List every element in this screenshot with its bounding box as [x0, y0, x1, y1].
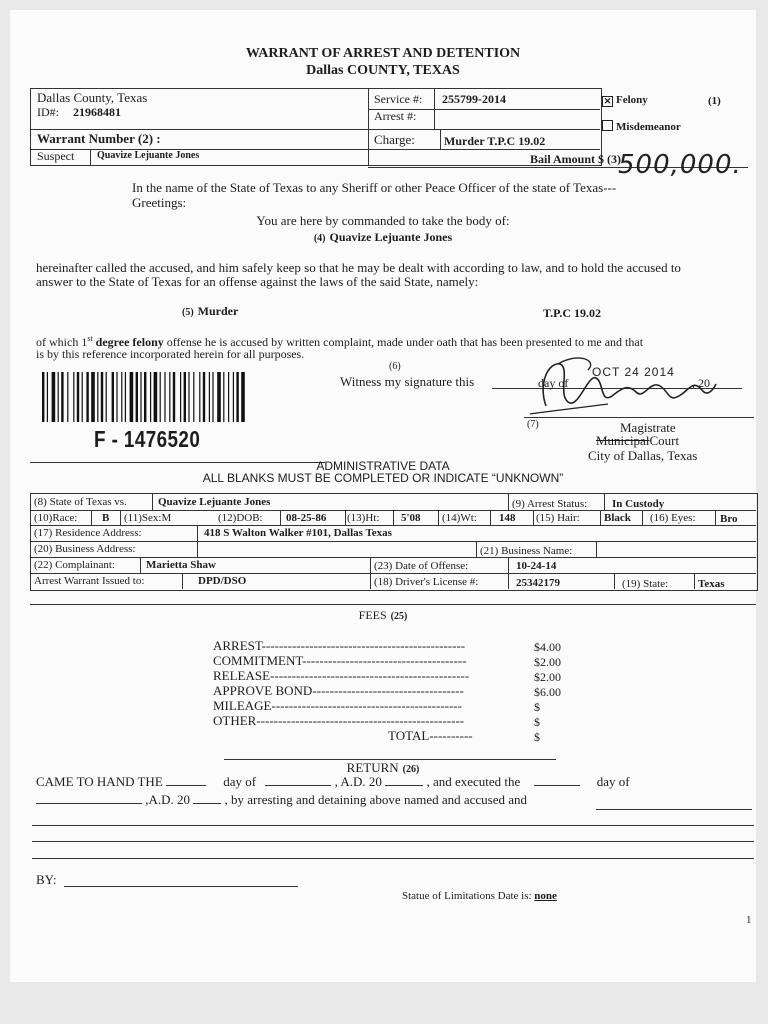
magistrate-code: (7)	[527, 419, 539, 430]
height-value: 5'08	[401, 512, 421, 524]
barcode	[40, 372, 260, 424]
county-label: Dallas County, Texas	[37, 90, 148, 105]
barcode-bar	[233, 372, 234, 422]
barcode-bar	[144, 372, 146, 422]
arrest-status-label: (9) Arrest Status:	[512, 498, 588, 510]
weight-value: 148	[499, 512, 516, 524]
eyes-value: Bro	[720, 513, 738, 525]
barcode-bar	[180, 372, 181, 422]
barcode-bar	[58, 372, 59, 422]
weight-label: (14)Wt:	[442, 512, 477, 524]
date-stamp: OCT 24 2014	[592, 365, 675, 379]
barcode-bar	[82, 372, 83, 422]
barcode-bar	[42, 372, 44, 422]
accused-line: (4) Quavize Lejuante Jones	[313, 230, 453, 244]
barcode-bar	[86, 372, 88, 422]
residence-value: 418 S Walton Walker #101, Dallas Texas	[204, 527, 392, 539]
file-number: F - 1476520	[94, 426, 201, 452]
barcode-bar	[236, 372, 238, 422]
barcode-bar	[121, 372, 122, 422]
fee-row-amount: $2.00	[534, 655, 561, 669]
arrest-number-label: Arrest #:	[374, 109, 417, 123]
drivers-license-label: (18) Driver's License #:	[374, 576, 479, 588]
return-title: RETURN (26)	[346, 760, 420, 775]
issued-to-label: Arrest Warrant Issued to:	[34, 575, 145, 587]
id-value: 21968481	[73, 105, 121, 119]
barcode-bar	[91, 372, 95, 422]
fee-row-amount: $2.00	[534, 670, 561, 684]
offense-line: (5) Murder	[182, 304, 239, 318]
offense-date-value: 10-24-14	[516, 560, 557, 572]
business-name-label: (21) Business Name:	[480, 545, 573, 557]
fees-total-label: TOTAL----------	[388, 728, 473, 743]
offense-statute: T.P.C 19.02	[543, 306, 602, 320]
paragraph-line-4: is by this reference incorporated herein for all purposes.	[36, 347, 305, 361]
fee-row-amount: $6.00	[534, 685, 561, 699]
barcode-bar	[199, 372, 200, 422]
complainant-label: (22) Complainant:	[34, 559, 115, 571]
fee-row-label: RELEASE----------------------------------------------	[213, 668, 470, 683]
barcode-bar	[169, 372, 170, 422]
race-value: B	[102, 512, 110, 524]
barcode-bar	[112, 372, 114, 422]
command-line: You are here by commanded to take the body of:	[256, 213, 510, 228]
statute-of-limitations: Statue of Limitations Date is: none	[402, 890, 557, 902]
barcode-bar	[154, 372, 158, 422]
witness-text: Witness my signature this	[340, 374, 475, 389]
barcode-bar	[97, 372, 98, 422]
greeting-line-2: Greetings:	[132, 195, 187, 210]
drivers-license-value: 25342179	[516, 577, 560, 589]
state-vs-value: Quavize Lejuante Jones	[158, 496, 271, 508]
barcode-bar	[150, 372, 151, 422]
fee-row-label: APPROVE BOND-----------------------------------	[213, 683, 464, 698]
witness-year: , 20	[692, 376, 710, 390]
suspect-label: Suspect	[37, 149, 75, 163]
barcode-bar	[73, 372, 74, 422]
issued-to-value: DPD/DSO	[198, 575, 247, 587]
magistrate-title: Magistrate	[620, 420, 676, 435]
city-line: City of Dallas, Texas	[588, 448, 698, 463]
fees-total-amount: $	[534, 730, 540, 744]
bail-handwritten-amount: 500,000.	[618, 150, 742, 180]
offense-date-label: (23) Date of Offense:	[374, 560, 469, 572]
paragraph-line-1: hereinafter called the accused, and him safely keep so that he may be dealt with according to law, and to hold the accused to	[36, 260, 681, 275]
race-label: (10)Race:	[34, 512, 78, 524]
by-label: BY:	[36, 872, 57, 887]
barcode-bar	[217, 372, 221, 422]
arrest-status-value: In Custody	[612, 498, 665, 510]
state-value: Texas	[698, 578, 725, 590]
fee-row-label: ARREST-----------------------------------------------	[213, 638, 466, 653]
fee-row-amount: $	[534, 700, 540, 714]
barcode-bar	[67, 372, 68, 422]
eyes-label: (16) Eyes:	[650, 512, 696, 524]
warrant-number-label: Warrant Number (2) :	[37, 131, 161, 146]
barcode-bar	[140, 372, 141, 422]
dob-value: 08-25-86	[286, 512, 327, 524]
fee-row-amount: $	[534, 715, 540, 729]
admin-subtitle: ALL BLANKS MUST BE COMPLETED OR INDICATE “UNKNOWN”	[202, 471, 564, 485]
witness-code: (6)	[389, 361, 401, 372]
complainant-value: Marietta Shaw	[146, 559, 216, 571]
state-vs-label: (8) State of Texas vs.	[34, 496, 127, 508]
warrant-document	[10, 10, 756, 982]
came-to-hand-line: CAME TO HAND THE day of , A.D. 20 , and executed the day of	[36, 774, 630, 789]
felony-code: (1)	[708, 95, 721, 107]
document-subtitle: Dallas COUNTY, TEXAS	[306, 63, 460, 78]
barcode-bar	[101, 372, 103, 422]
barcode-bar	[228, 372, 229, 422]
charge-value: Murder T.P.C 19.02	[444, 134, 546, 148]
greeting-line-1: In the name of the State of Texas to any Sheriff or other Peace Officer of the state of Texas---	[132, 180, 617, 195]
dob-label: (12)DOB:	[218, 512, 263, 524]
barcode-bar	[125, 372, 126, 422]
barcode-bar	[77, 372, 79, 422]
id-label: ID#:	[37, 105, 59, 119]
arresting-line: ,A.D. 20 , by arresting and detaining above named and accused and	[36, 792, 527, 808]
witness-day-of: day of	[538, 376, 569, 390]
suspect-value: Quavize Lejuante Jones	[97, 150, 200, 161]
barcode-bar	[130, 372, 134, 422]
fee-row-label: MILEAGE--------------------------------------------	[213, 698, 462, 713]
fees-title: FEES (25)	[358, 608, 408, 622]
barcode-bar	[203, 372, 205, 422]
barcode-bar	[164, 372, 165, 422]
barcode-bar	[193, 372, 194, 422]
barcode-bar	[160, 372, 161, 422]
hair-label: (15) Hair:	[536, 512, 580, 524]
bail-amount-label: Bail Amount $ (3)	[530, 152, 622, 166]
barcode-bar	[241, 372, 245, 422]
sex-label: (11)Sex:M	[124, 512, 172, 524]
state-label: (19) State:	[622, 578, 669, 590]
service-value: 255799-2014	[442, 92, 506, 106]
misdemeanor-option: Misdemeanor	[602, 120, 681, 133]
barcode-bar	[188, 372, 189, 422]
barcode-bar	[223, 372, 224, 422]
admin-title: ADMINISTRATIVE DATA	[316, 459, 450, 473]
business-address-label: (20) Business Address:	[34, 543, 136, 555]
barcode-bar	[52, 372, 56, 422]
document-title: WARRANT OF ARREST AND DETENTION	[245, 46, 521, 61]
court-line: MunicipalCourt	[596, 433, 680, 448]
fee-row-amount: $4.00	[534, 640, 561, 654]
barcode-bar	[61, 372, 63, 422]
fee-row-label: OTHER------------------------------------------------	[213, 713, 465, 728]
barcode-bar	[173, 372, 175, 422]
height-label: (13)Ht:	[347, 512, 380, 524]
barcode-bar	[47, 372, 48, 422]
felony-option: ✕ Felony	[603, 94, 648, 106]
hair-value: Black	[604, 512, 631, 524]
barcode-bar	[209, 372, 210, 422]
magistrate-signature	[518, 344, 718, 424]
paragraph-line-3: of which 1st degree felony offense he is accused by written complaint, made under oath that has been presented to me and that	[36, 334, 644, 349]
misdemeanor-checkbox	[602, 120, 613, 131]
fee-row-label: COMMITMENT--------------------------------------	[213, 653, 467, 668]
barcode-bar	[136, 372, 138, 422]
barcode-bar	[106, 372, 107, 422]
felony-checkbox: ✕	[603, 96, 612, 106]
service-label: Service #:	[374, 92, 423, 106]
page-number: 1	[746, 914, 752, 926]
paragraph-line-2: answer to the State of Texas for an offense against the laws of the said State, namely:	[36, 274, 479, 289]
barcode-bar	[184, 372, 186, 422]
barcode-bar	[212, 372, 213, 422]
residence-label: (17) Residence Address:	[34, 527, 142, 539]
charge-label: Charge:	[374, 132, 415, 147]
barcode-bar	[116, 372, 117, 422]
